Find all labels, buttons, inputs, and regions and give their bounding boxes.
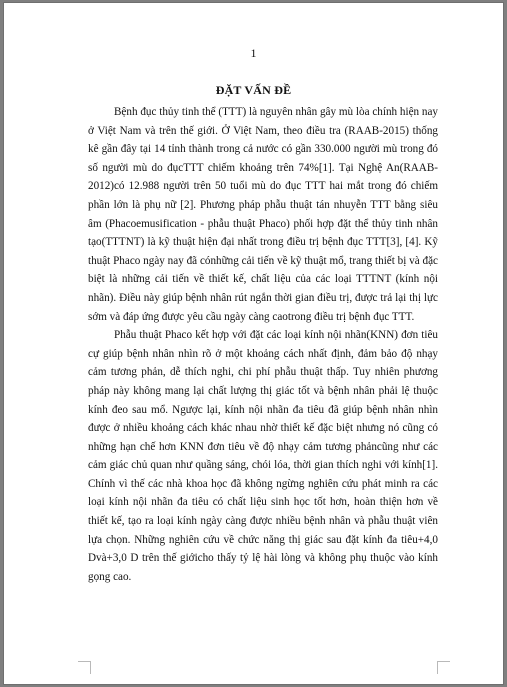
body-text: [88, 103, 438, 586]
document-page: [4, 3, 503, 684]
bottom-left-margin-mark: [78, 661, 91, 674]
paragraph-1: Bệnh đục thủy tinh thể (TTT) là nguyên nhân gây mù lòa chính hiện nay ở Việt Nam và trên thế giới. Ở Việt Nam, theo điều tra (RAAB-2015) thống kê gần đây tại 14 tỉnh thành trong cả nước có gần 330.000 người mù trong đó số người mù do đụcTTT chiếm khoảng trên 74%[1]. Tại Nghệ An(RAAB-2012)có 12.988 người trên 50 tuổi mù do đục TTT hai mắt trong đó chiếm phần lớn là phụ nữ [2]. Phương pháp phẫu thuật tán nhuyễn TTT bằng siêu âm (Phacoemusification - phẫu thuật Phaco) phối hợp đặt thể thủy tinh nhân tạo(TTTNT) là kỹ thuật hiện đại nhất trong điều trị bệnh đục TTT[3], [4]. Kỹ thuật Phaco ngày nay đã cónhững cải tiến về kỹ thuật mổ, trang thiết bị và đặc biệt là những cải tiến về thiết kế, chất liệu của các loại TTTNT (kính nội nhãn). Điều này giúp bệnh nhân rút ngắn thời gian điều trị, được trả lại thị lực sớm và đáp ứng được yêu cầu ngày càng caotrong điều trị bệnh đục TTT.: [88, 106, 438, 323]
page-number: 1: [250, 46, 257, 60]
bottom-right-margin-mark: [437, 661, 450, 674]
section-heading: ĐẶT VẤN ĐỀ: [215, 83, 292, 97]
paragraph-2: Phẫu thuật Phaco kết hợp với đặt các loại kính nội nhãn(KNN) đơn tiêu cự giúp bệnh nhân nhìn rõ ở một khoảng cách nhất định, đảm bảo độ nhạy cảm tương phản, dễ thích nghi, chi phí phẫu thuật thấp. Tuy nhiên phương pháp này không mang lại chất lượng thị giác tốt và bệnh nhân phải lệ thuộc kính đeo sau mổ. Ngược lại, kính nội nhãn đa tiêu đã giúp bệnh nhân nhìn được ở nhiều khoảng cách khác nhau nhờ thiết kế đặc biệt nhưng nó cũng có những hạn chế hơn KNN đơn tiêu về độ nhạy cảm tương phảncũng như các cảm giác chủ quan như quầng sáng, chói lóa, thời gian thích nghi với kính[1]. Chính vì thế các nhà khoa học đã không ngừng nghiên cứu phát minh ra các loại kính nội nhãn đa tiêu có chất liệu sinh học tốt hơn, hoàn thiện hơn về thiết kế, tạo ra loại kính ngày càng được nhiều bệnh nhân và phẫu thuật viên lựa chọn. Những nghiên cứu về chức năng thị giác sau đặt kính đa tiêu+4,0 Dvà+3,0 D trên thế giớicho thấy tỷ lệ hài lòng và không phụ thuộc vào kính gọng cao.: [88, 329, 438, 583]
